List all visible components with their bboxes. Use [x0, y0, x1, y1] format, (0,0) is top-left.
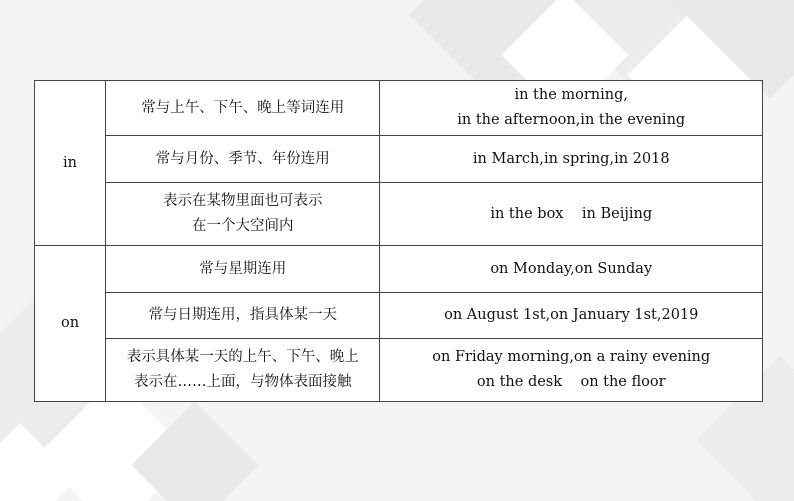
preposition-cell [35, 246, 106, 402]
table-row [35, 136, 763, 183]
usage-cell: 常与日期连用，指具体某一天 [106, 293, 380, 339]
usage-cell: 常与星期连用 [106, 246, 380, 293]
example-cell: in the box in Beijing [380, 183, 763, 246]
table-row [35, 293, 763, 339]
example-cell: on August 1st,on January 1st,2019 [380, 293, 763, 339]
usage-cell: 常与月份、季节、年份连用 [106, 136, 380, 183]
table-row [35, 183, 763, 246]
usage-cell: 常与上午、下午、晚上等词连用 [106, 81, 380, 136]
usage-cell: 表示在某物里面也可表示 在一个大空间内 [106, 183, 380, 246]
example-cell: on Friday morning,on a rainy evening on the desk on the floor [380, 339, 763, 402]
example-cell: in the morning, in the afternoon,in the evening [380, 81, 763, 136]
preposition-cell [35, 81, 106, 246]
example-cell: on Monday,on Sunday [380, 246, 763, 293]
table-row [35, 246, 763, 293]
preposition-label: on [61, 315, 80, 331]
preposition-label: in [63, 154, 78, 171]
table-row [35, 81, 763, 136]
preposition-usage-table [34, 80, 763, 402]
example-cell: in March,in spring,in 2018 [380, 136, 763, 183]
usage-cell: 表示具体某一天的上午、下午、晚上 表示在……上面，与物体表面接触 [106, 339, 380, 402]
table-row [35, 339, 763, 402]
